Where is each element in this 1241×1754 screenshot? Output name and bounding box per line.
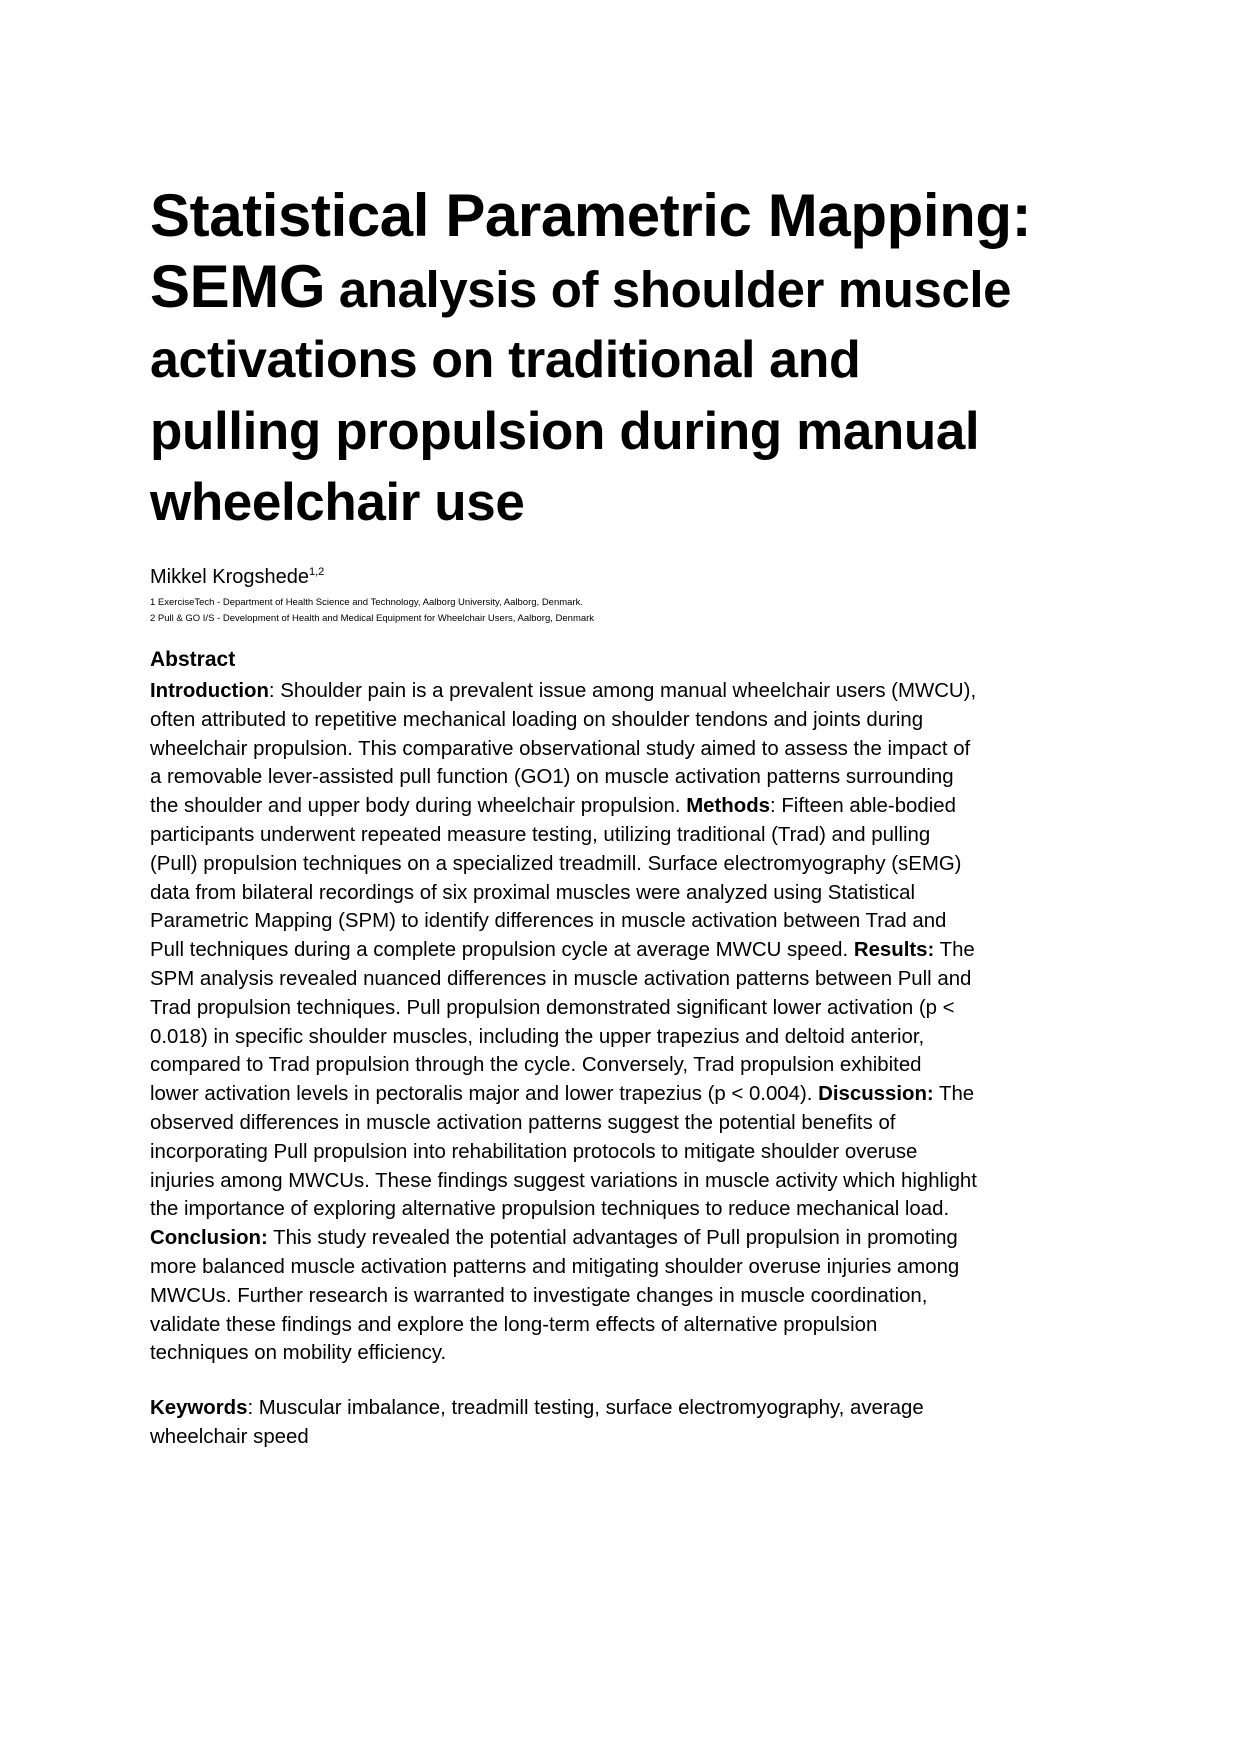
abstract-heading: Abstract xyxy=(150,648,236,671)
abstract-line xyxy=(150,1339,1090,1368)
title-line-5 xyxy=(150,467,1150,538)
abstract-text: often attributed to repetitive mechanical loading on shoulder tendons and joints during xyxy=(150,708,924,731)
abstract-line xyxy=(150,1167,1090,1196)
keywords-text: wheelchair speed xyxy=(150,1425,309,1448)
abstract-text: : Shoulder pain is a prevalent issue among manual wheelchair users (MWCU), xyxy=(268,680,977,702)
title-line-2-rest: analysis of shoulder muscle xyxy=(325,261,1012,318)
section-label-discussion: Discussion: xyxy=(818,1083,934,1106)
abstract-line xyxy=(150,1023,1090,1052)
abstract-line xyxy=(150,965,1090,994)
title-line-1 xyxy=(150,180,1150,251)
abstract-line xyxy=(150,706,1090,735)
abstract-text: : Fifteen able-bodied xyxy=(770,795,956,818)
abstract-text: techniques on mobility efficiency. xyxy=(150,1342,447,1365)
section-label-results: Results: xyxy=(853,939,935,962)
abstract-line xyxy=(150,1080,1090,1109)
abstract-line xyxy=(150,1051,1090,1080)
title-line-4 xyxy=(150,396,1150,467)
abstract-text: 0.018) in specific shoulder muscles, including the upper trapezius and deltoid anterior, xyxy=(150,1025,925,1048)
abstract-line xyxy=(150,763,1090,792)
section-label-introduction: Introduction xyxy=(150,680,269,702)
abstract-text: SPM analysis revealed nuanced differences in muscle activation patterns between Pull and xyxy=(150,967,972,990)
abstract-line xyxy=(150,1138,1090,1167)
affiliation-2: 2 Pull & GO I/S - Development of Health and Medical Equipment for Wheelchair Users, Aalborg, Denmark xyxy=(150,613,595,624)
abstract-line xyxy=(150,1253,1090,1282)
abstract-text: incorporating Pull propulsion into rehabilitation protocols to mitigate shoulder overuse xyxy=(150,1140,918,1163)
title-line-2-lead: SEMG xyxy=(150,253,326,320)
abstract-line xyxy=(150,879,1090,908)
abstract-line xyxy=(150,792,1090,821)
affiliation-1: 1 ExerciseTech - Department of Health Science and Technology, Aalborg University, Aalborg, Denmark. xyxy=(150,597,583,608)
title-line-2 xyxy=(150,251,1150,325)
title-line-1-text: Statistical Parametric Mapping: xyxy=(150,182,1032,249)
abstract-text: more balanced muscle activation patterns and mitigating shoulder overuse injuries among xyxy=(150,1255,960,1278)
paper-title xyxy=(150,180,1150,538)
abstract-text: the importance of exploring alternative propulsion techniques to reduce mechanical load. xyxy=(150,1198,950,1221)
title-line-4-text: pulling propulsion during manual xyxy=(150,402,980,461)
title-line-5-text: wheelchair use xyxy=(150,473,525,532)
abstract-line xyxy=(150,1195,1090,1224)
abstract-text: data from bilateral recordings of six proximal muscles were analyzed using Statistical xyxy=(150,881,915,904)
abstract-text: injuries among MWCUs. These findings suggest variations in muscle activity which highlight xyxy=(150,1169,977,1192)
abstract-text: Pull techniques during a complete propulsion cycle at average MWCU speed. xyxy=(150,939,854,962)
author-affiliation-marks: 1,2 xyxy=(308,566,325,578)
abstract-text: lower activation levels in pectoralis major and lower trapezius (p < 0.004). xyxy=(150,1083,819,1106)
keywords-line xyxy=(150,1394,1090,1423)
author-name: Mikkel Krogshede xyxy=(150,566,309,588)
abstract-line xyxy=(150,1109,1090,1138)
abstract-text: This study revealed the potential advantages of Pull propulsion in promoting xyxy=(267,1227,958,1250)
author xyxy=(150,565,324,589)
abstract-text: The xyxy=(934,939,975,962)
abstract-line xyxy=(150,936,1090,965)
abstract-line xyxy=(150,735,1090,764)
abstract-text: (Pull) propulsion techniques on a specialized treadmill. Surface electromyography (sEMG) xyxy=(150,852,962,875)
abstract-line xyxy=(150,677,1090,706)
abstract-text: observed differences in muscle activation patterns suggest the potential benefits of xyxy=(150,1111,896,1134)
abstract-text: Trad propulsion techniques. Pull propulsion demonstrated significant lower activation (p < xyxy=(150,996,955,1019)
abstract-body xyxy=(150,677,1090,1368)
section-label-conclusion: Conclusion: xyxy=(150,1227,268,1250)
abstract-text: compared to Trad propulsion through the cycle. Conversely, Trad propulsion exhibited xyxy=(150,1054,922,1077)
abstract-text: The xyxy=(933,1083,975,1106)
keywords-line xyxy=(150,1423,1090,1452)
abstract-text: Parametric Mapping (SPM) to identify differences in muscle activation between Trad and xyxy=(150,910,947,933)
abstract-line xyxy=(150,821,1090,850)
abstract-line xyxy=(150,1311,1090,1340)
abstract-line xyxy=(150,850,1090,879)
abstract-text: a removable lever-assisted pull function (GO1) on muscle activation patterns surrounding xyxy=(150,766,954,789)
abstract-text: MWCUs. Further research is warranted to investigate changes in muscle coordination, xyxy=(150,1284,928,1307)
keywords-text: : Muscular imbalance, treadmill testing, surface electromyography, average xyxy=(247,1397,924,1419)
abstract-line xyxy=(150,1282,1090,1311)
abstract-text: validate these findings and explore the long-term effects of alternative propulsion xyxy=(150,1313,878,1336)
keywords-label: Keywords xyxy=(150,1397,248,1419)
abstract-line xyxy=(150,907,1090,936)
abstract-line xyxy=(150,1224,1090,1253)
title-line-3-text: activations on traditional and xyxy=(150,331,861,389)
abstract-text: wheelchair propulsion. This comparative observational study aimed to assess the impact of xyxy=(150,737,971,760)
title-line-3 xyxy=(150,325,1150,396)
abstract-text: the shoulder and upper body during wheelchair propulsion. xyxy=(150,795,687,818)
keywords xyxy=(150,1394,1090,1452)
abstract-line xyxy=(150,994,1090,1023)
abstract-text: participants underwent repeated measure testing, utilizing traditional (Trad) and pulling xyxy=(150,823,931,846)
section-label-methods: Methods xyxy=(686,795,771,818)
